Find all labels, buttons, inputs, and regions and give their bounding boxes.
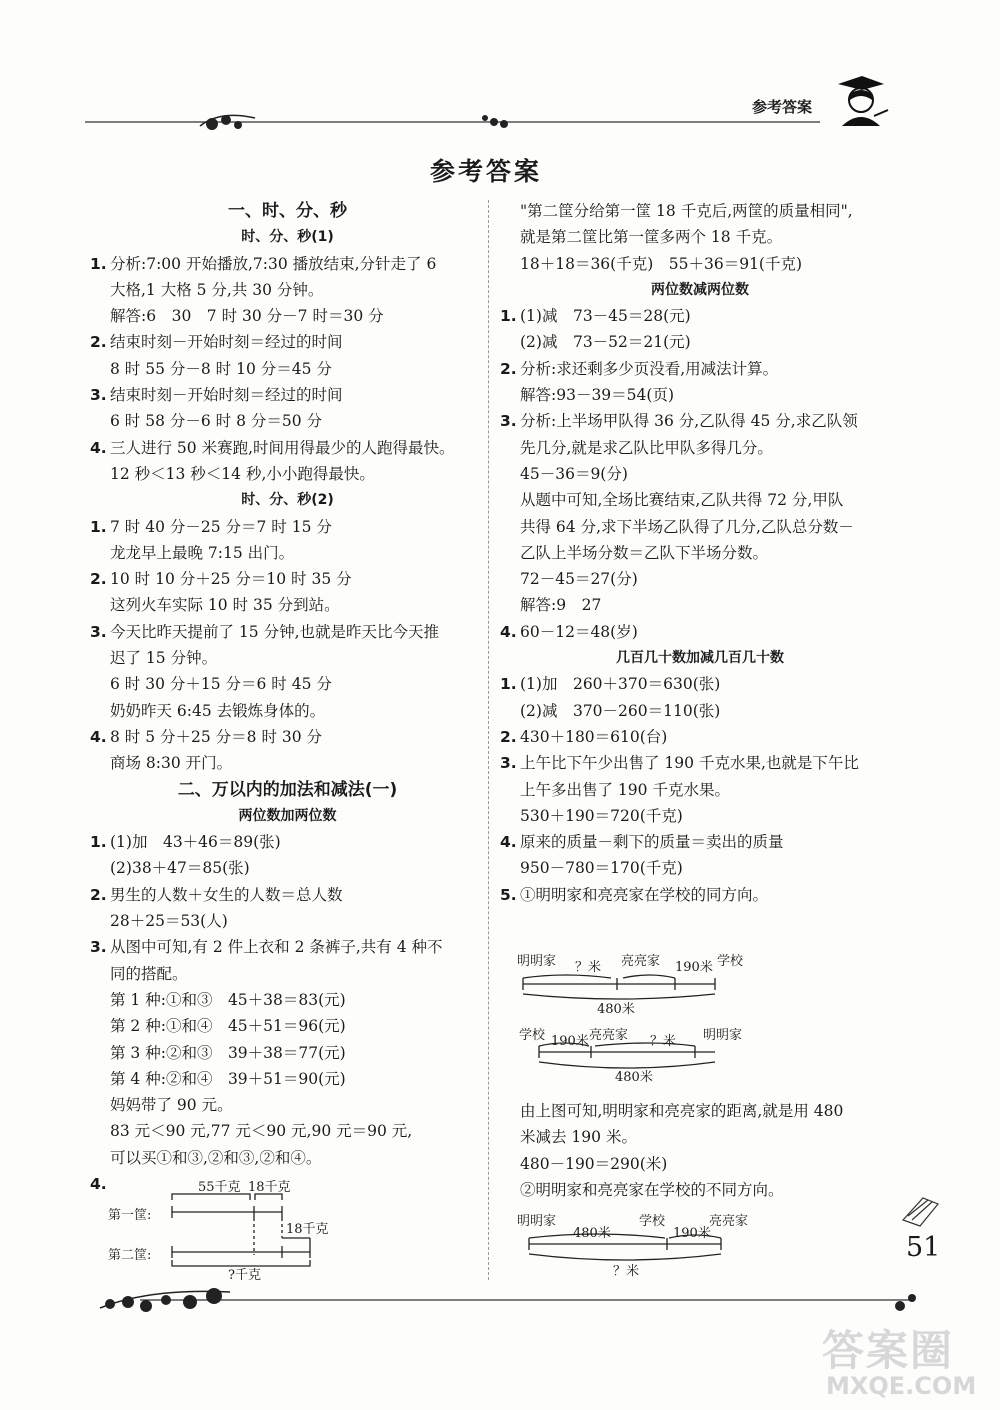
pencil-sketch-icon — [898, 1190, 948, 1230]
item-number: 2. — [500, 359, 517, 378]
answer-line: 男生的人数＋女生的人数＝总人数 — [110, 885, 343, 904]
answer-line: 第 2 种:①和④ 45＋51＝96(元) — [110, 1017, 346, 1036]
answer-line: 分析:求还剩多少页没看,用减法计算。 — [520, 359, 779, 378]
answer-line: 三人进行 50 米赛跑,时间用得最少的人跑得最快。 — [110, 438, 455, 457]
diagram-label: 亮亮家 — [621, 954, 661, 969]
answer-line: 6 时 30 分＋15 分＝6 时 45 分 — [110, 675, 332, 694]
diagram-label: 480米 — [597, 1002, 635, 1017]
item-number: 2. — [90, 570, 107, 589]
page-number: 51 — [906, 1232, 941, 1263]
answer-line: (1)加 260＋370＝630(张) — [520, 675, 721, 694]
answer-line: 先几分,就是求乙队比甲队多得几分。 — [520, 438, 773, 457]
distance-diagram-opposite — [515, 1206, 795, 1286]
item-number: 3. — [90, 386, 107, 405]
left-column — [90, 198, 485, 1197]
answer-line: 28＋25＝53(人) — [110, 912, 228, 931]
answer-line: 530＋190＝720(千克) — [520, 806, 683, 825]
watermark-url: MXQE.COM — [826, 1372, 977, 1400]
diagram-label: 18千克 — [286, 1222, 329, 1237]
answer-line: 第 4 种:②和④ 39＋51＝90(元) — [110, 1069, 346, 1088]
answer-line: 米减去 190 米。 — [520, 1128, 637, 1147]
header-label: 参考答案 — [752, 98, 813, 116]
answer-line: 可以买①和③,②和③,②和④。 — [110, 1148, 322, 1167]
answer-line: 解答:9 27 — [520, 596, 602, 615]
item-number: 4. — [90, 438, 107, 457]
diagram-label: 明明家 — [517, 954, 557, 969]
diagram-label: ？米 — [575, 960, 602, 975]
answer-line: 从题中可知,全场比赛结束,乙队共得 72 分,甲队 — [520, 491, 844, 510]
right-column-continued — [500, 1098, 900, 1203]
diagram-label: 明明家 — [703, 1028, 743, 1043]
diagram-label: 190米 — [551, 1034, 589, 1049]
diagram-label: 480米 — [573, 1226, 611, 1241]
answer-line: "第二筐分给第一筐 18 千克后,两筐的质量相同", — [520, 202, 853, 220]
answer-line: 由上图可知,明明家和亮亮家的距离,就是用 480 — [520, 1102, 844, 1120]
answer-line: 12 秒＜13 秒＜14 秒,小小跑得最快。 — [110, 464, 375, 483]
diagram-label: 亮亮家 — [709, 1214, 749, 1229]
item-number: 3. — [90, 622, 107, 641]
diagram-label: 学校 — [519, 1028, 546, 1043]
item-number: 1. — [500, 307, 517, 326]
diagram-label: ？米 — [650, 1034, 677, 1049]
answer-line: 8 时 55 分－8 时 10 分＝45 分 — [110, 359, 332, 378]
answer-line: 18＋18＝36(千克) 55＋36＝91(千克) — [520, 254, 803, 273]
answer-line: 83 元＜90 元,77 元＜90 元,90 元＝90 元, — [110, 1122, 413, 1141]
answer-line: 龙龙早上最晚 7:15 出门。 — [110, 543, 295, 562]
subsection-heading: 两位数加两位数 — [238, 807, 337, 824]
answer-line: 第 3 种:②和③ 39＋38＝77(元) — [110, 1043, 346, 1062]
diagram-label: 190米 — [673, 1226, 711, 1241]
answer-line: 430＋180＝610(台) — [520, 727, 668, 746]
answer-line: (2)减 73－52＝21(元) — [520, 333, 691, 352]
diagram-label: 18千克 — [248, 1180, 291, 1195]
answer-line: 奶奶昨天 6:45 去锻炼身体的。 — [110, 701, 326, 720]
answer-line: 结束时刻－开始时刻＝经过的时间 — [110, 386, 343, 405]
item-number: 3. — [500, 412, 517, 431]
item-number: 3. — [500, 754, 517, 773]
diagram-label: 第二筐: — [108, 1248, 152, 1263]
answer-line: 10 时 10 分＋25 分＝10 时 35 分 — [110, 570, 352, 589]
item-number: 4. — [90, 1174, 107, 1193]
answer-line: (2)减 370－260＝110(张) — [520, 701, 721, 720]
answer-line: 商场 8:30 开门。 — [110, 754, 233, 773]
item-number: 1. — [90, 517, 107, 536]
scholar-mascot-icon — [828, 72, 892, 130]
answer-line: ②明明家和亮亮家在学校的不同方向。 — [520, 1180, 784, 1199]
subsection-heading: 时、分、秒(1) — [241, 229, 334, 246]
answer-line: 妈妈带了 90 元。 — [110, 1096, 233, 1115]
item-number: 4. — [500, 622, 517, 641]
diagram-label: ？米 — [613, 1264, 640, 1279]
answer-line: 同的搭配。 — [110, 964, 188, 983]
answer-line: 从图中可知,有 2 件上衣和 2 条裤子,共有 4 种不 — [110, 938, 443, 957]
item-number: 1. — [500, 675, 517, 694]
answer-line: 72－45＝27(分) — [520, 570, 638, 589]
answer-line: 480－190＝290(米) — [520, 1154, 668, 1173]
answer-line: (2)38＋47＝85(张) — [110, 859, 250, 878]
diagram-label: 55千克 — [198, 1180, 241, 1195]
item-number: 4. — [500, 833, 517, 852]
answer-line: 第 1 种:①和③ 45＋38＝83(元) — [110, 990, 346, 1009]
subsection-heading: 时、分、秒(2) — [241, 492, 334, 509]
answer-line: 上午比下午少出售了 190 千克水果,也就是下午比 — [520, 754, 859, 773]
answer-line: 950－780＝170(千克) — [520, 859, 683, 878]
answer-line: 原来的质量－剩下的质量＝卖出的质量 — [520, 833, 784, 852]
item-number: 2. — [500, 727, 517, 746]
item-number: 1. — [90, 254, 107, 273]
answer-line: 45－36＝9(分) — [520, 464, 628, 483]
answer-line: 乙队上半场分数＝乙队下半场分数。 — [520, 543, 769, 562]
watermark-logo: 答案圈 — [822, 1326, 955, 1375]
answer-line: 大格,1 大格 5 分,共 30 分钟。 — [110, 280, 324, 299]
item-number: 5. — [500, 885, 517, 904]
answer-line: (1)加 43＋46＝89(张) — [110, 833, 281, 852]
item-number: 1. — [90, 833, 107, 852]
footer-ornament — [80, 1278, 940, 1322]
answer-line: 解答:6 30 7 时 30 分－7 时＝30 分 — [110, 307, 384, 326]
answer-line: 分析:上半场甲队得 36 分,乙队得 45 分,求乙队领 — [520, 412, 858, 431]
diagram-label: 学校 — [639, 1214, 666, 1229]
item-number: 2. — [90, 885, 107, 904]
answer-line: (1)减 73－45＝28(元) — [520, 307, 691, 326]
item-number: 3. — [90, 938, 107, 957]
distance-diagram-same-direction — [515, 948, 795, 1018]
answer-line: 共得 64 分,求下半场乙队得了几分,乙队总分数－ — [520, 517, 854, 536]
diagram-label: 学校 — [717, 954, 744, 969]
diagram-label: 190米 — [675, 960, 713, 975]
answer-line: 今天比昨天提前了 15 分钟,也就是昨天比今天推 — [110, 622, 440, 641]
diagram-label: 亮亮家 — [589, 1028, 629, 1043]
diagram-label: 第一筐: — [108, 1208, 152, 1223]
page-title: 参考答案 — [430, 157, 543, 186]
answer-line: 6 时 58 分－6 时 8 分＝50 分 — [110, 412, 323, 431]
item-number: 4. — [90, 727, 107, 746]
diagram-label: 明明家 — [517, 1214, 557, 1229]
answer-line: 结束时刻－开始时刻＝经过的时间 — [110, 333, 343, 352]
answer-line: ①明明家和亮亮家在学校的同方向。 — [520, 885, 769, 904]
section-heading: 一、时、分、秒 — [228, 201, 347, 221]
answer-line: 8 时 5 分＋25 分＝8 时 30 分 — [110, 727, 323, 746]
answer-line: 这列火车实际 10 时 35 分到站。 — [110, 596, 340, 615]
column-divider — [488, 200, 489, 1280]
subsection-heading: 几百几十数加减几百几十数 — [616, 650, 784, 667]
answer-line: 分析:7:00 开始播放,7:30 播放结束,分针走了 6 — [110, 254, 437, 273]
right-column — [500, 198, 900, 908]
section-heading: 二、万以内的加法和减法(一) — [177, 779, 398, 800]
answer-line: 解答:93－39＝54(页) — [520, 386, 674, 405]
basket-diagram — [100, 1180, 360, 1283]
answer-line: 60－12＝48(岁) — [520, 622, 638, 641]
diagram-label: ?千克 — [228, 1268, 261, 1283]
subsection-heading: 两位数减两位数 — [651, 281, 749, 298]
diagram-label: 480米 — [615, 1070, 653, 1085]
answer-line: 上午多出售了 190 千克水果。 — [520, 780, 730, 799]
answer-line: 迟了 15 分钟。 — [110, 649, 218, 668]
distance-diagram-reverse — [515, 1022, 795, 1092]
item-number: 2. — [90, 333, 107, 352]
answer-line: 就是第二筐比第一筐多两个 18 千克。 — [520, 228, 783, 247]
answer-line: 7 时 40 分－25 分＝7 时 15 分 — [110, 517, 332, 536]
